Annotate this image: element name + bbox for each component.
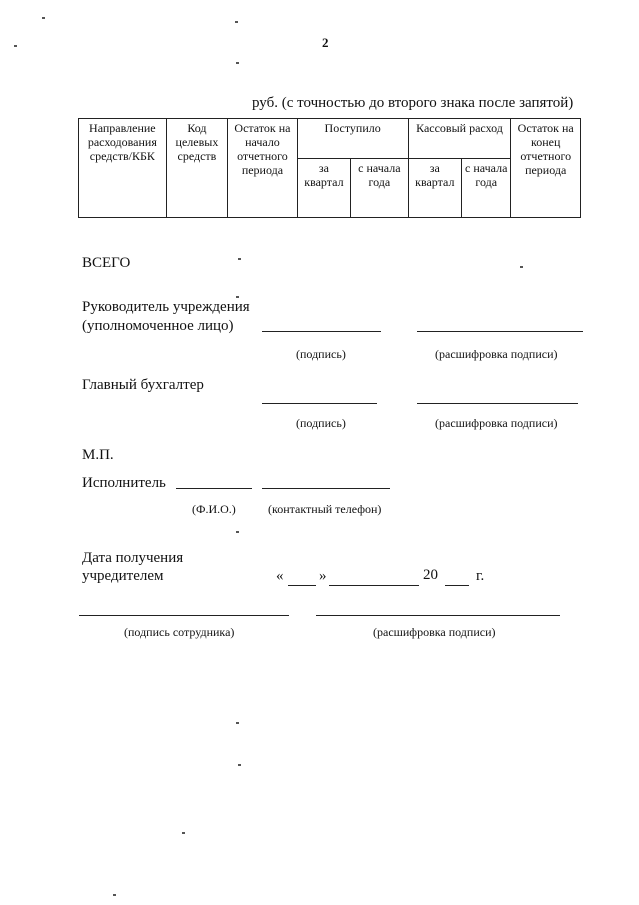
subheader-received-quarter: за квартал [297, 159, 350, 218]
receipt-quote-open: « [276, 568, 284, 584]
scan-speck [182, 832, 185, 834]
page-number: 2 [322, 35, 329, 50]
header-code: Код целевых средств [166, 119, 227, 218]
footer-decode-caption: (расшифровка подписи) [373, 625, 496, 639]
header-direction: Направление расходования средств/КБК [79, 119, 167, 218]
scan-speck [236, 296, 239, 298]
scan-speck [236, 531, 239, 533]
employee-signature-line [79, 615, 289, 616]
accountant-signature-line [262, 403, 377, 404]
scan-speck [235, 21, 238, 23]
header-cash-expense: Кассовый расход [408, 119, 511, 159]
executor-name-line [176, 488, 252, 489]
receipt-label-line2: учредителем [82, 568, 164, 584]
report-table [78, 118, 581, 218]
header-received: Поступило [297, 119, 408, 159]
head-label-line1: Руководитель учреждения [82, 299, 250, 315]
executor-phone-line [262, 488, 390, 489]
subheader-cash-ytd: с начала года [462, 159, 511, 218]
units-note: руб. (с точностью до второго знака после запятой) [252, 95, 574, 111]
header-closing-balance: Остаток на конец отчетного периода [511, 119, 581, 218]
head-signature-line [262, 331, 381, 332]
executor-label: Исполнитель [82, 475, 166, 491]
subheader-received-ytd: с начала года [351, 159, 408, 218]
scan-speck [238, 258, 241, 260]
subheader-cash-quarter: за квартал [408, 159, 461, 218]
receipt-year-prefix: 20 [423, 567, 438, 583]
receipt-day-line [288, 585, 316, 586]
scan-speck [113, 894, 116, 896]
scan-speck [42, 17, 45, 19]
head-decode-line [417, 331, 583, 332]
scan-speck [14, 45, 17, 47]
accountant-decode-caption: (расшифровка подписи) [435, 416, 558, 430]
receipt-quote-close: » [319, 568, 327, 584]
footer-decode-line [316, 615, 560, 616]
receipt-year-suffix: г. [476, 568, 485, 584]
employee-signature-caption: (подпись сотрудника) [124, 625, 235, 639]
receipt-label-line1: Дата получения [82, 550, 184, 566]
stamp-label: М.П. [82, 447, 114, 463]
head-label-line2: (уполномоченное лицо) [82, 318, 234, 334]
accountant-decode-line [417, 403, 578, 404]
receipt-month-line [329, 585, 419, 586]
scan-speck [236, 62, 239, 64]
head-decode-caption: (расшифровка подписи) [435, 347, 558, 361]
scan-speck [236, 722, 239, 724]
scan-speck [238, 764, 241, 766]
scan-speck [520, 266, 523, 268]
head-signature-caption: (подпись) [296, 347, 346, 361]
accountant-signature-caption: (подпись) [296, 416, 346, 430]
header-opening-balance: Остаток на начало отчетного периода [228, 119, 298, 218]
total-label: ВСЕГО [82, 255, 131, 271]
receipt-year-line [445, 585, 469, 586]
executor-phone-caption: (контактный телефон) [268, 502, 382, 516]
accountant-label: Главный бухгалтер [82, 377, 204, 393]
executor-name-caption: (Ф.И.О.) [192, 502, 236, 516]
